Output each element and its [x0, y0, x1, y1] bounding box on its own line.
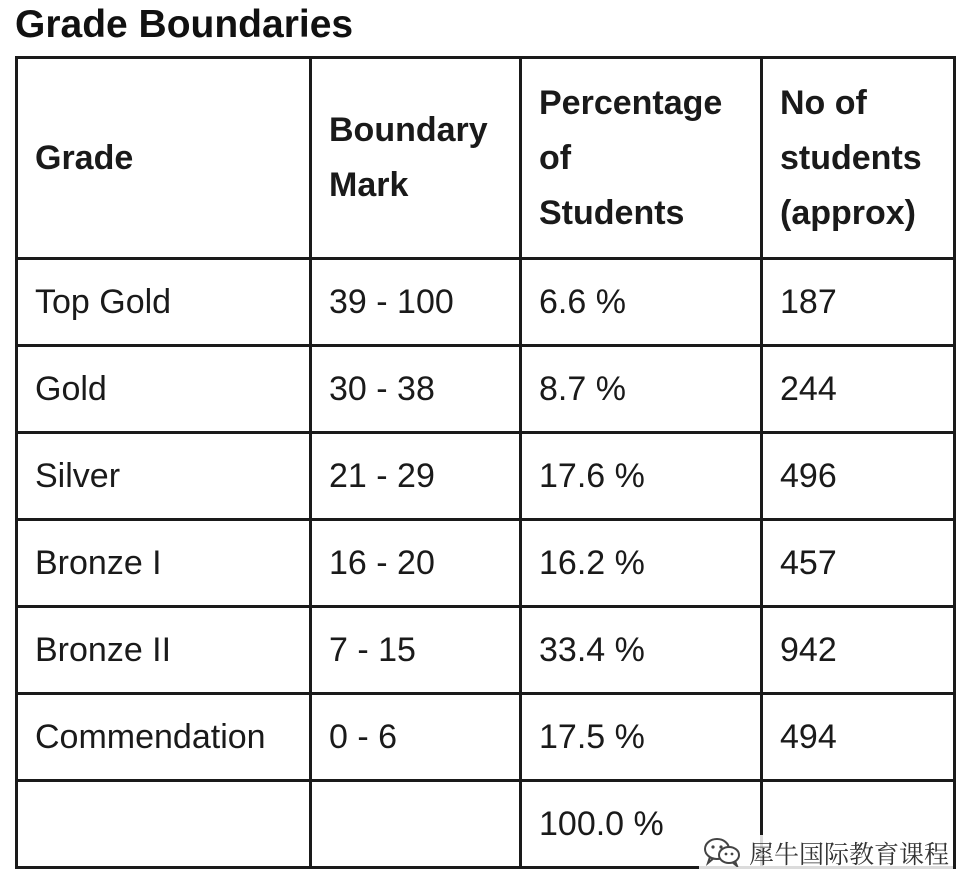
header-grade-line: Grade [35, 138, 134, 177]
cell-grade: Commendation [17, 694, 311, 781]
table-row [17, 433, 955, 520]
cell-percentage: 6.6 % [521, 259, 762, 346]
header-grade [17, 58, 311, 259]
table-row [17, 346, 955, 433]
total-cell-percentage: 100.0 % [521, 781, 762, 868]
total-cell-boundary-mark [311, 781, 521, 868]
cell-percentage: 17.6 % [521, 433, 762, 520]
table-row [17, 607, 955, 694]
header-students-line-3: (approx) [780, 193, 916, 232]
table-row [17, 694, 955, 781]
cell-percentage: 17.5 % [521, 694, 762, 781]
header-percentage-of-students [521, 58, 762, 259]
cell-grade: Bronze I [17, 520, 311, 607]
cell-boundary-mark: 21 - 29 [311, 433, 521, 520]
cell-student-count: 244 [762, 346, 955, 433]
header-percentage-line-2: of [539, 138, 572, 177]
wechat-icon [703, 837, 741, 872]
cell-student-count: 187 [762, 259, 955, 346]
cell-boundary-mark: 7 - 15 [311, 607, 521, 694]
table-row [17, 520, 955, 607]
header-number-of-students [762, 58, 955, 259]
watermark [699, 835, 953, 874]
grade-boundaries-table [15, 56, 956, 869]
header-boundary-mark-line-2: Mark [329, 166, 409, 204]
cell-student-count: 496 [762, 433, 955, 520]
cell-percentage: 8.7 % [521, 346, 762, 433]
cell-student-count: 942 [762, 607, 955, 694]
cell-student-count: 494 [762, 694, 955, 781]
cell-boundary-mark: 0 - 6 [311, 694, 521, 781]
cell-student-count: 457 [762, 520, 955, 607]
cell-percentage: 16.2 % [521, 520, 762, 607]
total-cell-grade [17, 781, 311, 868]
header-boundary-mark-line-1: Boundary [329, 111, 488, 149]
page-title: Grade Boundaries [15, 3, 354, 46]
watermark-label: 犀牛国际教育课程 [748, 839, 949, 869]
cell-boundary-mark: 39 - 100 [311, 259, 521, 346]
cell-grade: Top Gold [17, 259, 311, 346]
header-students-line-2: students [780, 138, 922, 177]
table-row [17, 259, 955, 346]
table-header-row [17, 58, 955, 259]
cell-percentage: 33.4 % [521, 607, 762, 694]
header-percentage-line-3: Students [539, 193, 685, 232]
header-boundary-mark [311, 58, 521, 259]
header-students-line-1: No of [780, 83, 867, 122]
header-percentage-line-1: Percentage [539, 83, 723, 122]
cell-grade: Gold [17, 346, 311, 433]
cell-boundary-mark: 16 - 20 [311, 520, 521, 607]
cell-grade: Silver [17, 433, 311, 520]
cell-boundary-mark: 30 - 38 [311, 346, 521, 433]
cell-grade: Bronze II [17, 607, 311, 694]
